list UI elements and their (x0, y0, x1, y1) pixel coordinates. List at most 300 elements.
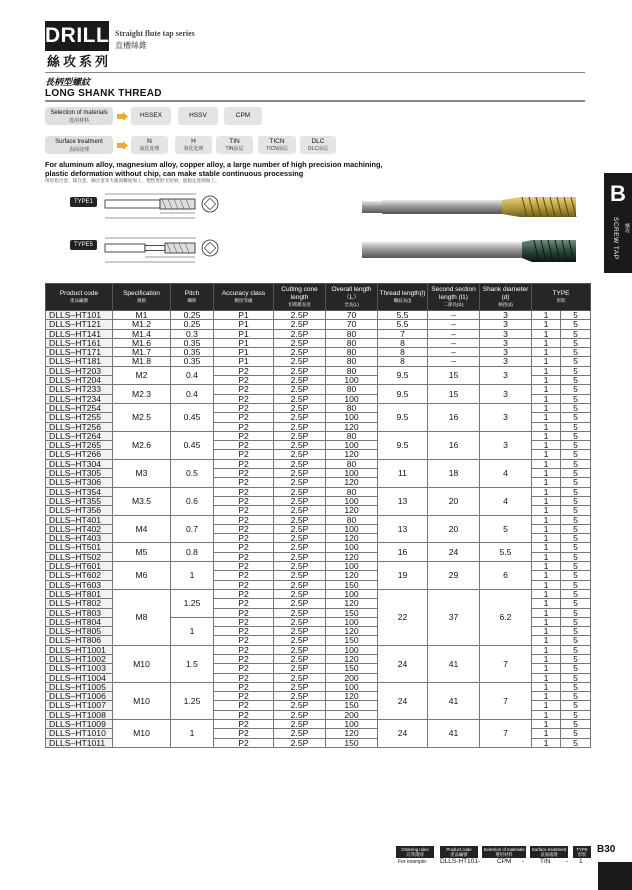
cell-overall-length: 80 (326, 357, 378, 366)
cell-shank-diameter: 3 (480, 366, 532, 385)
table-row (46, 366, 591, 375)
cell-type-5: 5 (561, 403, 591, 412)
example-sep: - (522, 858, 525, 865)
cell-accuracy: P2 (214, 664, 274, 673)
cell-second-section: 37 (428, 589, 480, 645)
cell-overall-length: 70 (326, 311, 378, 320)
cell-overall-length: 80 (326, 431, 378, 440)
cell-type-5: 5 (561, 487, 591, 496)
cell-type-5: 5 (561, 413, 591, 422)
table-row (46, 459, 591, 468)
cell-shank-diameter: 3 (480, 431, 532, 459)
cell-accuracy: P2 (214, 654, 274, 663)
cell-specification: M2.5 (113, 403, 171, 431)
cell-thread-length: 9.5 (378, 403, 428, 431)
table-row (46, 645, 591, 654)
cell-type-1: 1 (532, 431, 561, 440)
cell-cutting-cone: 2.5P (274, 366, 326, 375)
surface-chip-n: N 氮化处理 (131, 136, 168, 154)
material-chip-hssex: HSSEX (131, 107, 171, 125)
cell-type-5: 5 (561, 701, 591, 710)
cell-type-1: 1 (532, 311, 561, 320)
table-row (46, 385, 591, 394)
cell-shank-diameter: 5 (480, 515, 532, 543)
cell-thread-length: 8 (378, 338, 428, 347)
cell-cutting-cone: 2.5P (274, 413, 326, 422)
cell-pitch: 0.5 (171, 459, 214, 487)
example-label: For example: (398, 859, 428, 865)
table-row (46, 543, 591, 552)
cell-product-code: DLLS–HT266 (46, 450, 113, 459)
cell-accuracy: P2 (214, 422, 274, 431)
application-text: For aluminum alloy, magnesium alloy, copper alloy, a large number of high precision machining, plastic deformation without chip, can make stable continuous processing (45, 160, 383, 178)
cell-type-5: 5 (561, 534, 591, 543)
cell-accuracy: P2 (214, 431, 274, 440)
cell-type-1: 1 (532, 636, 561, 645)
cell-specification: M1.8 (113, 357, 171, 366)
cell-product-code: DLLS–HT304 (46, 459, 113, 468)
cell-type-1: 1 (532, 338, 561, 347)
cell-cutting-cone: 2.5P (274, 394, 326, 403)
series-subtitle-cn: 直槽絲錐 (115, 41, 147, 50)
cell-overall-length: 100 (326, 441, 378, 450)
type5-badge: TYPE5 (70, 240, 97, 250)
cell-cutting-cone: 2.5P (274, 348, 326, 357)
type5-drawing-icon (100, 232, 225, 272)
cell-specification: M3.5 (113, 487, 171, 515)
surface-chip-h: H 氧化处理 (175, 136, 212, 154)
cell-type-5: 5 (561, 320, 591, 329)
cell-type-1: 1 (532, 366, 561, 375)
cell-pitch: 1.5 (171, 645, 214, 682)
cell-shank-diameter: 3 (480, 329, 532, 338)
cell-cutting-cone: 2.5P (274, 645, 326, 654)
cell-cutting-cone: 2.5P (274, 320, 326, 329)
cell-type-1: 1 (532, 673, 561, 682)
cell-pitch: 0.35 (171, 338, 214, 347)
cell-type-1: 1 (532, 589, 561, 598)
section-title-cn: 長柄型螺紋 (45, 78, 91, 88)
cell-type-1: 1 (532, 385, 561, 394)
cell-shank-diameter: 4 (480, 459, 532, 487)
cell-accuracy: P2 (214, 692, 274, 701)
cell-type-1: 1 (532, 682, 561, 691)
cell-cutting-cone: 2.5P (274, 729, 326, 738)
cell-type-5: 5 (561, 692, 591, 701)
cell-type-5: 5 (561, 469, 591, 478)
cell-second-section: 20 (428, 515, 480, 543)
section-divider (45, 100, 585, 102)
table-row (46, 487, 591, 496)
cell-accuracy: P1 (214, 320, 274, 329)
cell-accuracy: P2 (214, 487, 274, 496)
cell-type-1: 1 (532, 515, 561, 524)
cell-overall-length: 120 (326, 422, 378, 431)
cell-overall-length: 150 (326, 738, 378, 747)
cell-thread-length: 7 (378, 329, 428, 338)
cell-type-5: 5 (561, 376, 591, 385)
cell-pitch: 0.25 (171, 311, 214, 320)
cell-accuracy: P2 (214, 394, 274, 403)
cell-accuracy: P2 (214, 385, 274, 394)
cell-overall-length: 80 (326, 348, 378, 357)
cell-type-1: 1 (532, 496, 561, 505)
cell-product-code: DLLS–HT1002 (46, 654, 113, 663)
spec-table (45, 283, 591, 748)
cell-cutting-cone: 2.5P (274, 627, 326, 636)
cell-type-1: 1 (532, 738, 561, 747)
cell-product-code: DLLS–HT1008 (46, 710, 113, 719)
cell-type-5: 5 (561, 496, 591, 505)
cell-accuracy: P2 (214, 636, 274, 645)
cell-accuracy: P2 (214, 552, 274, 561)
cell-specification: M1.7 (113, 348, 171, 357)
cell-pitch: 1 (171, 562, 214, 590)
cell-thread-length: 9.5 (378, 366, 428, 385)
cell-type-5: 5 (561, 673, 591, 682)
cell-type-1: 1 (532, 478, 561, 487)
cell-cutting-cone: 2.5P (274, 478, 326, 487)
cell-type-1: 1 (532, 422, 561, 431)
cell-accuracy: P2 (214, 710, 274, 719)
cell-product-code: DLLS–HT204 (46, 376, 113, 385)
cell-specification: M2.3 (113, 385, 171, 404)
surface-chip-tin: TIN TIN涂层 (216, 136, 253, 154)
cell-shank-diameter: 7 (480, 645, 532, 682)
cell-accuracy: P2 (214, 441, 274, 450)
cell-overall-length: 100 (326, 394, 378, 403)
cell-cutting-cone: 2.5P (274, 543, 326, 552)
cell-accuracy: P2 (214, 413, 274, 422)
cell-overall-length: 80 (326, 515, 378, 524)
arrow-right-icon (117, 112, 128, 121)
cell-second-section: 41 (428, 645, 480, 682)
cell-type-5: 5 (561, 357, 591, 366)
table-row (46, 589, 591, 598)
cell-cutting-cone: 2.5P (274, 654, 326, 663)
cell-shank-diameter: 6 (480, 562, 532, 590)
table-row (46, 338, 591, 347)
cell-thread-length: 16 (378, 543, 428, 562)
cell-overall-length: 150 (326, 636, 378, 645)
arrow-right-icon (117, 141, 128, 150)
cell-accuracy: P2 (214, 608, 274, 617)
cell-type-1: 1 (532, 441, 561, 450)
cell-type-1: 1 (532, 534, 561, 543)
example-surface: TIN (540, 858, 551, 865)
materials-label: Selection of materials 选用材料 (45, 107, 113, 125)
cell-cutting-cone: 2.5P (274, 496, 326, 505)
legend-product-code: Product code 產品編號 (440, 846, 478, 858)
cell-product-code: DLLS–HT403 (46, 534, 113, 543)
cell-accuracy: P2 (214, 506, 274, 515)
table-row (46, 403, 591, 412)
cell-overall-length: 100 (326, 617, 378, 626)
cell-cutting-cone: 2.5P (274, 636, 326, 645)
cell-type-1: 1 (532, 376, 561, 385)
cell-product-code: DLLS–HT601 (46, 562, 113, 571)
cell-type-5: 5 (561, 506, 591, 515)
cell-accuracy: P2 (214, 617, 274, 626)
cell-overall-length: 100 (326, 645, 378, 654)
cell-second-section: – (428, 357, 480, 366)
cell-cutting-cone: 2.5P (274, 589, 326, 598)
cell-cutting-cone: 2.5P (274, 552, 326, 561)
cell-specification: M1.6 (113, 338, 171, 347)
cell-cutting-cone: 2.5P (274, 311, 326, 320)
cell-specification: M2 (113, 366, 171, 385)
cell-type-1: 1 (532, 394, 561, 403)
application-text-cn: 用於铝合金、镁合金、铜合金等大量高精度加工，塑性变形无切屑，能稳定连续加工。 (45, 178, 220, 183)
cell-accuracy: P2 (214, 478, 274, 487)
cell-accuracy: P2 (214, 738, 274, 747)
series-title-en: Straight flute tap series (115, 29, 195, 38)
cell-product-code: DLLS–HT101 (46, 311, 113, 320)
cell-overall-length: 100 (326, 469, 378, 478)
cell-cutting-cone: 2.5P (274, 524, 326, 533)
cell-type-1: 1 (532, 710, 561, 719)
cell-cutting-cone: 2.5P (274, 710, 326, 719)
cell-second-section: 41 (428, 682, 480, 719)
cell-type-1: 1 (532, 506, 561, 515)
cell-cutting-cone: 2.5P (274, 376, 326, 385)
cell-overall-length: 120 (326, 692, 378, 701)
cell-pitch: 1.25 (171, 682, 214, 719)
cell-cutting-cone: 2.5P (274, 515, 326, 524)
cell-type-1: 1 (532, 617, 561, 626)
table-row (46, 329, 591, 338)
cell-cutting-cone: 2.5P (274, 571, 326, 580)
cell-accuracy: P2 (214, 682, 274, 691)
cell-pitch: 1.25 (171, 589, 214, 617)
cell-accuracy: P2 (214, 524, 274, 533)
cell-overall-length: 120 (326, 450, 378, 459)
cell-type-1: 1 (532, 562, 561, 571)
cell-type-5: 5 (561, 720, 591, 729)
cell-specification: M1.4 (113, 329, 171, 338)
cell-product-code: DLLS–HT1001 (46, 645, 113, 654)
cell-pitch: 1 (171, 720, 214, 748)
cell-type-5: 5 (561, 562, 591, 571)
cell-product-code: DLLS–HT1007 (46, 701, 113, 710)
cell-accuracy: P2 (214, 543, 274, 552)
cell-shank-diameter: 3 (480, 338, 532, 347)
cell-product-code: DLLS–HT1004 (46, 673, 113, 682)
cell-type-5: 5 (561, 431, 591, 440)
cell-type-5: 5 (561, 552, 591, 561)
cell-product-code: DLLS–HT233 (46, 385, 113, 394)
cell-product-code: DLLS–HT806 (46, 636, 113, 645)
cell-overall-length: 80 (326, 487, 378, 496)
cell-type-1: 1 (532, 571, 561, 580)
cell-cutting-cone: 2.5P (274, 617, 326, 626)
cell-cutting-cone: 2.5P (274, 738, 326, 747)
cell-product-code: DLLS–HT355 (46, 496, 113, 505)
cell-pitch: 0.8 (171, 543, 214, 562)
cell-second-section: – (428, 348, 480, 357)
cell-accuracy: P2 (214, 534, 274, 543)
cell-overall-length: 200 (326, 710, 378, 719)
type1-drawing-icon (100, 188, 225, 228)
cell-second-section: 24 (428, 543, 480, 562)
cell-cutting-cone: 2.5P (274, 534, 326, 543)
cell-shank-diameter: 3 (480, 357, 532, 366)
cell-overall-length: 80 (326, 338, 378, 347)
cell-product-code: DLLS–HT264 (46, 431, 113, 440)
material-chip-hssv: HSSV (178, 107, 218, 125)
cell-accuracy: P2 (214, 571, 274, 580)
spec-table-body (46, 311, 591, 748)
cell-accuracy: P2 (214, 496, 274, 505)
cell-overall-length: 120 (326, 534, 378, 543)
cell-product-code: DLLS–HT802 (46, 599, 113, 608)
cell-pitch: 0.45 (171, 403, 214, 431)
surface-chip-ticn: TICN TICN涂层 (258, 136, 296, 154)
cell-type-1: 1 (532, 729, 561, 738)
cell-pitch: 0.35 (171, 357, 214, 366)
cell-second-section: – (428, 320, 480, 329)
example-material: CPM (497, 858, 512, 865)
cell-second-section: 29 (428, 562, 480, 590)
cell-type-1: 1 (532, 552, 561, 561)
cell-type-1: 1 (532, 413, 561, 422)
cell-type-5: 5 (561, 580, 591, 589)
table-row (46, 348, 591, 357)
cell-accuracy: P2 (214, 729, 274, 738)
cell-type-1: 1 (532, 580, 561, 589)
cell-shank-diameter: 3 (480, 403, 532, 431)
legend-type: TYPE 形狀 (573, 846, 591, 858)
cell-type-1: 1 (532, 329, 561, 338)
material-chip-cpm: CPM (224, 107, 262, 125)
series-title-cn: 絲攻系列 (47, 55, 112, 70)
cell-product-code: DLLS–HT141 (46, 329, 113, 338)
cell-second-section: 18 (428, 459, 480, 487)
col-header-shank-diameter: Shank diameter (d) 柄徑(d) (480, 284, 532, 311)
col-header-thread-length: Thread length(l) 螺紋長(l) (378, 284, 428, 311)
cell-overall-length: 120 (326, 552, 378, 561)
cell-accuracy: P2 (214, 469, 274, 478)
cell-thread-length: 13 (378, 487, 428, 515)
cell-type-5: 5 (561, 543, 591, 552)
cell-thread-length: 22 (378, 589, 428, 645)
cell-overall-length: 150 (326, 664, 378, 673)
cell-shank-diameter: 7 (480, 720, 532, 748)
cell-accuracy: P1 (214, 329, 274, 338)
cell-type-1: 1 (532, 357, 561, 366)
cell-type-1: 1 (532, 450, 561, 459)
col-header-accuracy: Accuracy class 精度等級 (214, 284, 274, 311)
example-code: DLLS-HT101- (440, 858, 481, 865)
cell-cutting-cone: 2.5P (274, 562, 326, 571)
cell-shank-diameter: 5.5 (480, 543, 532, 562)
tap-photo-type1 (360, 193, 580, 221)
cell-type-1: 1 (532, 543, 561, 552)
cell-product-code: DLLS–HT803 (46, 608, 113, 617)
legend-surface: Surface treatment 表面處理 (531, 847, 567, 857)
cell-accuracy: P2 (214, 366, 274, 375)
cell-product-code: DLLS–HT161 (46, 338, 113, 347)
cell-specification: M10 (113, 682, 171, 719)
cell-type-5: 5 (561, 589, 591, 598)
cell-product-code: DLLS–HT121 (46, 320, 113, 329)
cell-shank-diameter: 6.2 (480, 589, 532, 645)
cell-second-section: – (428, 329, 480, 338)
cell-overall-length: 100 (326, 376, 378, 385)
table-row (46, 515, 591, 524)
cell-pitch: 0.45 (171, 431, 214, 459)
cell-type-5: 5 (561, 366, 591, 375)
table-row (46, 320, 591, 329)
cell-overall-length: 120 (326, 599, 378, 608)
cell-second-section: – (428, 338, 480, 347)
cell-specification: M4 (113, 515, 171, 543)
cell-type-1: 1 (532, 720, 561, 729)
cell-product-code: DLLS–HT401 (46, 515, 113, 524)
cell-product-code: DLLS–HT255 (46, 413, 113, 422)
cell-pitch: 0.3 (171, 329, 214, 338)
cell-product-code: DLLS–HT305 (46, 469, 113, 478)
cell-shank-diameter: 3 (480, 320, 532, 329)
cell-shank-diameter: 3 (480, 311, 532, 320)
cell-accuracy: P2 (214, 589, 274, 598)
cell-thread-length: 19 (378, 562, 428, 590)
cell-overall-length: 120 (326, 729, 378, 738)
cell-specification: M3 (113, 459, 171, 487)
section-title-en: LONG SHANK THREAD (45, 88, 162, 99)
cell-thread-length: 9.5 (378, 431, 428, 459)
cell-type-1: 1 (532, 654, 561, 663)
cell-thread-length: 5.5 (378, 320, 428, 329)
cell-overall-length: 80 (326, 403, 378, 412)
cell-type-1: 1 (532, 692, 561, 701)
cell-type-5: 5 (561, 515, 591, 524)
cell-overall-length: 100 (326, 496, 378, 505)
cell-type-1: 1 (532, 664, 561, 673)
cell-shank-diameter: 4 (480, 487, 532, 515)
cell-type-1: 1 (532, 469, 561, 478)
spec-table-header (46, 284, 591, 311)
cell-overall-length: 100 (326, 413, 378, 422)
cell-cutting-cone: 2.5P (274, 664, 326, 673)
cell-type-5: 5 (561, 348, 591, 357)
cell-product-code: DLLS–HT402 (46, 524, 113, 533)
table-row (46, 682, 591, 691)
example-sep: - (566, 858, 569, 865)
type1-badge: TYPE1 (70, 197, 97, 207)
legend-ordering-rules: Ordering rules 訂貨規則 (396, 846, 434, 858)
cell-type-1: 1 (532, 348, 561, 357)
cell-type-5: 5 (561, 654, 591, 663)
table-row (46, 562, 591, 571)
cell-overall-length: 200 (326, 673, 378, 682)
cell-type-5: 5 (561, 636, 591, 645)
cell-product-code: DLLS–HT171 (46, 348, 113, 357)
cell-type-5: 5 (561, 729, 591, 738)
cell-cutting-cone: 2.5P (274, 599, 326, 608)
table-row (46, 431, 591, 440)
cell-type-5: 5 (561, 422, 591, 431)
cell-product-code: DLLS–HT265 (46, 441, 113, 450)
cell-thread-length: 13 (378, 515, 428, 543)
cell-cutting-cone: 2.5P (274, 608, 326, 617)
col-header-type: TYPE 形狀 (532, 284, 591, 311)
cell-accuracy: P2 (214, 720, 274, 729)
cell-type-5: 5 (561, 441, 591, 450)
cell-type-5: 5 (561, 524, 591, 533)
brand-logo: DRILLS (45, 21, 109, 51)
cell-type-5: 5 (561, 338, 591, 347)
